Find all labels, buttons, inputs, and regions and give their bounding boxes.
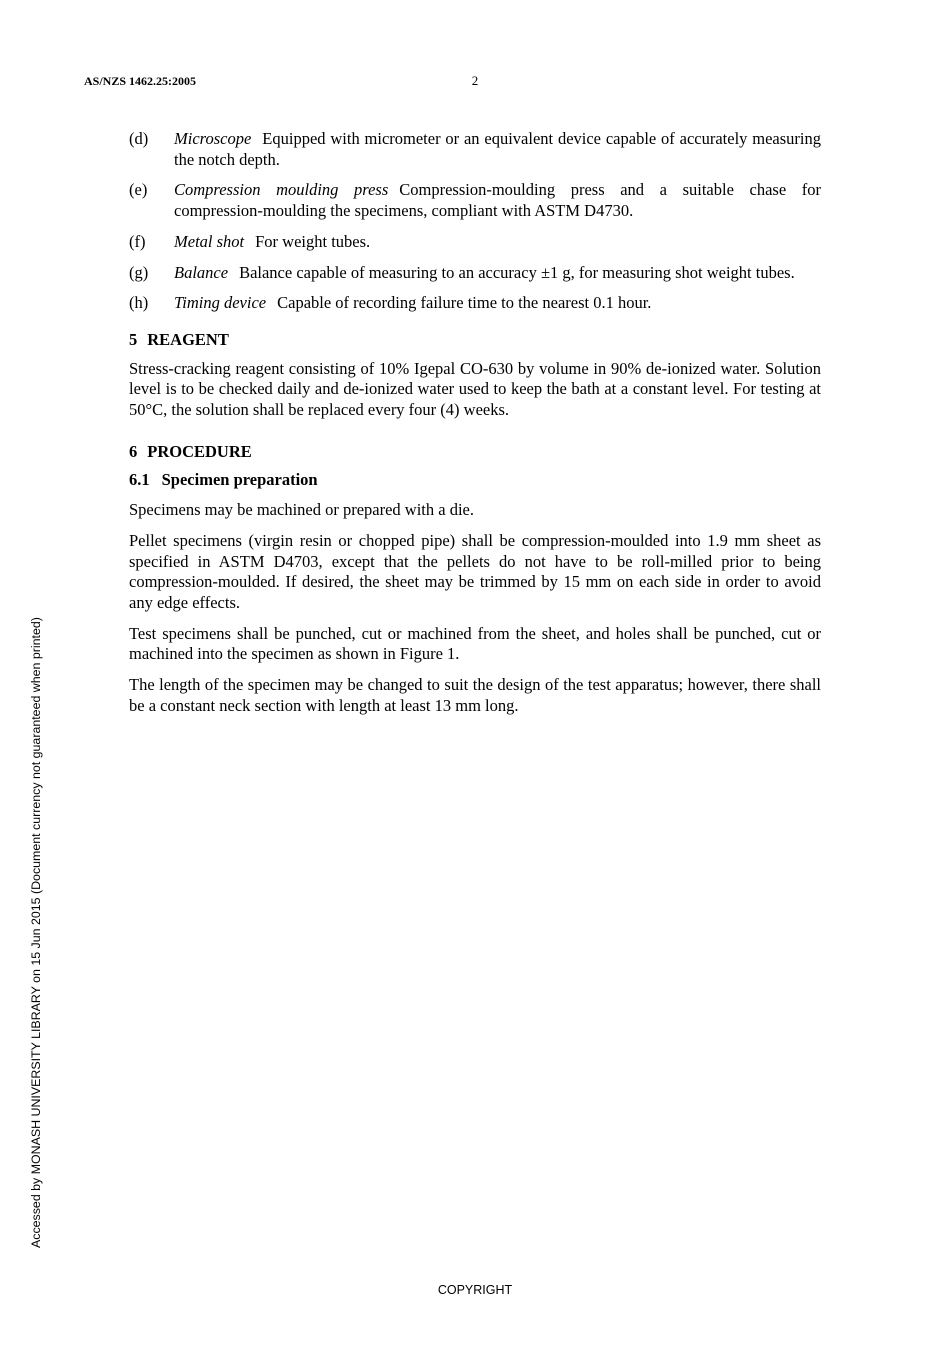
section-number: 6: [129, 441, 138, 461]
item-description: Balance capable of measuring to an accuracy ±1 g, for measuring shot weight tubes.: [239, 262, 795, 282]
item-description: Capable of recording failure time to the nearest 0.1 hour.: [277, 293, 652, 313]
list-marker: (f): [129, 231, 146, 251]
item-term: Compression moulding press: [174, 180, 389, 200]
subsection-title: Specimen preparation: [161, 470, 318, 490]
list-item: [129, 129, 821, 170]
section-heading-procedure: [129, 442, 821, 463]
list-marker: (e): [129, 180, 148, 200]
standard-reference: AS/NZS 1462.25:2005: [84, 74, 197, 88]
list-marker: (d): [129, 129, 149, 148]
paragraph: Specimens may be machined or prepared with a die.: [129, 500, 475, 520]
item-term: Timing device: [174, 293, 267, 313]
list-marker: (h): [129, 293, 149, 313]
paragraph: The length of the specimen may be changed to suit the design of the test apparatus; however, there shall be a constant neck section with length at least 13 mm long.: [129, 675, 821, 715]
paragraph: Test specimens shall be punched, cut or machined from the sheet, and holes shall be punched, cut or machined into the specimen as shown in Figure 1.: [129, 623, 821, 664]
list-marker: (g): [129, 262, 149, 282]
item-term: Balance: [174, 262, 229, 282]
list-item: [129, 263, 821, 284]
section-title: PROCEDURE: [147, 441, 252, 461]
item-term: Metal shot: [174, 231, 245, 251]
section-number: 5: [129, 329, 138, 349]
list-item: [129, 180, 821, 221]
item-description: Equipped with micrometer or an equivalent device capable of accurately measuring the notch depth.: [174, 129, 821, 169]
list-item: [129, 232, 821, 253]
document-body: [129, 129, 821, 726]
page-number: 2: [471, 73, 479, 88]
paragraph: Pellet specimens (virgin resin or chopped pipe) shall be compression-moulded into 1.9 mm sheet as specified in ASTM D4703, except that the pellets do not have to be roll-milled prior to being compression-moulded. If desired, the sheet may be trimmed by 15 mm on each side in order to avoid any edge effects.: [129, 530, 821, 612]
subsection-heading-specimen-preparation: [129, 470, 821, 491]
section-heading-reagent: [129, 330, 821, 351]
section-title: REAGENT: [147, 329, 229, 349]
list-item: [129, 293, 821, 314]
apparatus-list: [129, 129, 821, 314]
subsection-number: 6.1: [129, 470, 150, 490]
reagent-paragraph: Stress-cracking reagent consisting of 10% Igepal CO-630 by volume in 90% de-ionized water. Solution level is to be checked daily and de-ionized water used to keep the bath at a constant level. For testing at 50°C, the solution shall be replaced every four (4) weeks.: [129, 358, 821, 420]
item-term: Microscope: [174, 129, 252, 148]
item-description: Compression-moulding press and a suitable chase for compression-moulding the specimens, compliant with ASTM D4730.: [174, 180, 822, 221]
item-description: For weight tubes.: [255, 231, 371, 251]
copyright-footer: COPYRIGHT: [437, 1283, 513, 1297]
access-watermark: Accessed by MONASH UNIVERSITY LIBRARY on 15 Jun 2015 (Document currency not guaranteed when printed): [29, 617, 43, 1248]
